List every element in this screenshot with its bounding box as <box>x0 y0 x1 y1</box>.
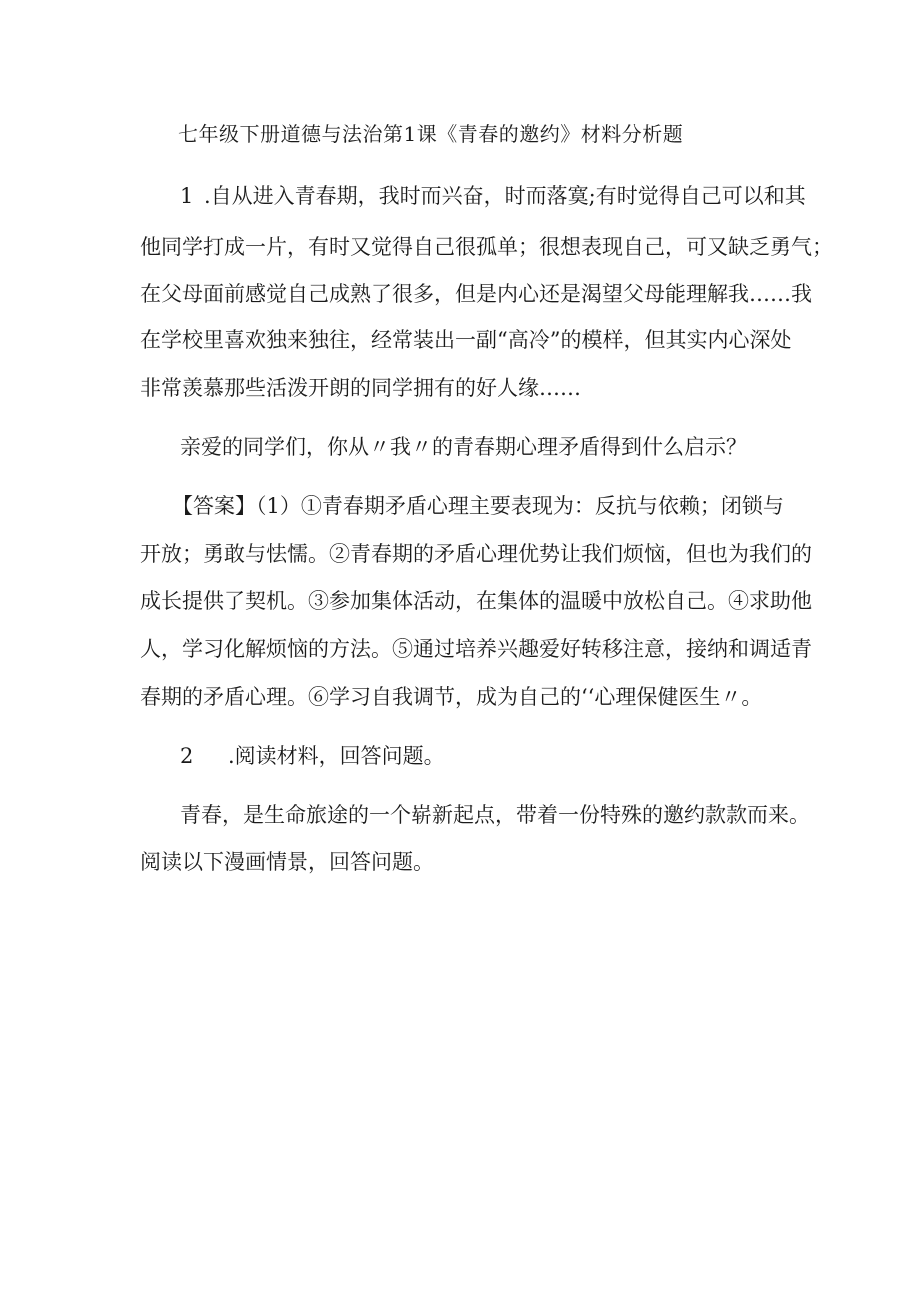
question-2-heading <box>180 746 445 767</box>
question-2-line: 青春，是生命旅途的一个崭新起点，带着一份特殊的邀约款款而来。 <box>180 803 810 827</box>
answer-line: 成长提供了契机。③参加集体活动，在集体的温暖中放松自己。④求助他 <box>140 589 812 613</box>
answer-line: 春期的矛盾心理。⑥学习自我调节，成为自己的‘‘心理保健医生〃。 <box>140 685 763 709</box>
question-1-text: .自从进入青春期，我时而兴奋，时而落寞;有时觉得自己可以和其 <box>204 184 806 208</box>
answer-line: 【答案】（1）①青春期矛盾心理主要表现为：反抗与依赖；闭锁与 <box>172 494 784 518</box>
question-2-line: 阅读以下漫画情景，回答问题。 <box>140 850 434 874</box>
answer-line: 开放；勇敢与怯懦。②青春期的矛盾心理优势让我们烦恼，但也为我们的 <box>140 542 812 566</box>
answer-line: 人，学习化解烦恼的方法。⑤通过培养兴趣爱好转移注意，接纳和调适青 <box>140 637 812 661</box>
question-1-line: 他同学打成一片，有时又觉得自己很孤单；很想表现自己，可又缺乏勇气； <box>140 235 833 259</box>
question-1-line: 在学校里喜欢独来独往，经常装出一副“高冷”的模样，但其实内心深处 <box>140 328 792 352</box>
question-1-prompt: 亲爱的同学们，你从〃我〃的青春期心理矛盾得到什么启示？ <box>180 435 747 459</box>
question-number: 1 <box>180 184 194 208</box>
question-2-heading-text: .阅读材料，回答问题。 <box>228 744 445 768</box>
question-1-line: 非常羡慕那些活泼开朗的同学拥有的好人缘…… <box>140 376 581 400</box>
question-number: 2 <box>180 744 194 768</box>
page-title: 七年级下册道德与法治第1课《青春的邀约》材料分析题 <box>178 122 684 146</box>
question-1-line: 在父母面前感觉自己成熟了很多，但是内心还是渴望父母能理解我……我 <box>140 282 812 306</box>
question-1-line <box>180 186 806 207</box>
